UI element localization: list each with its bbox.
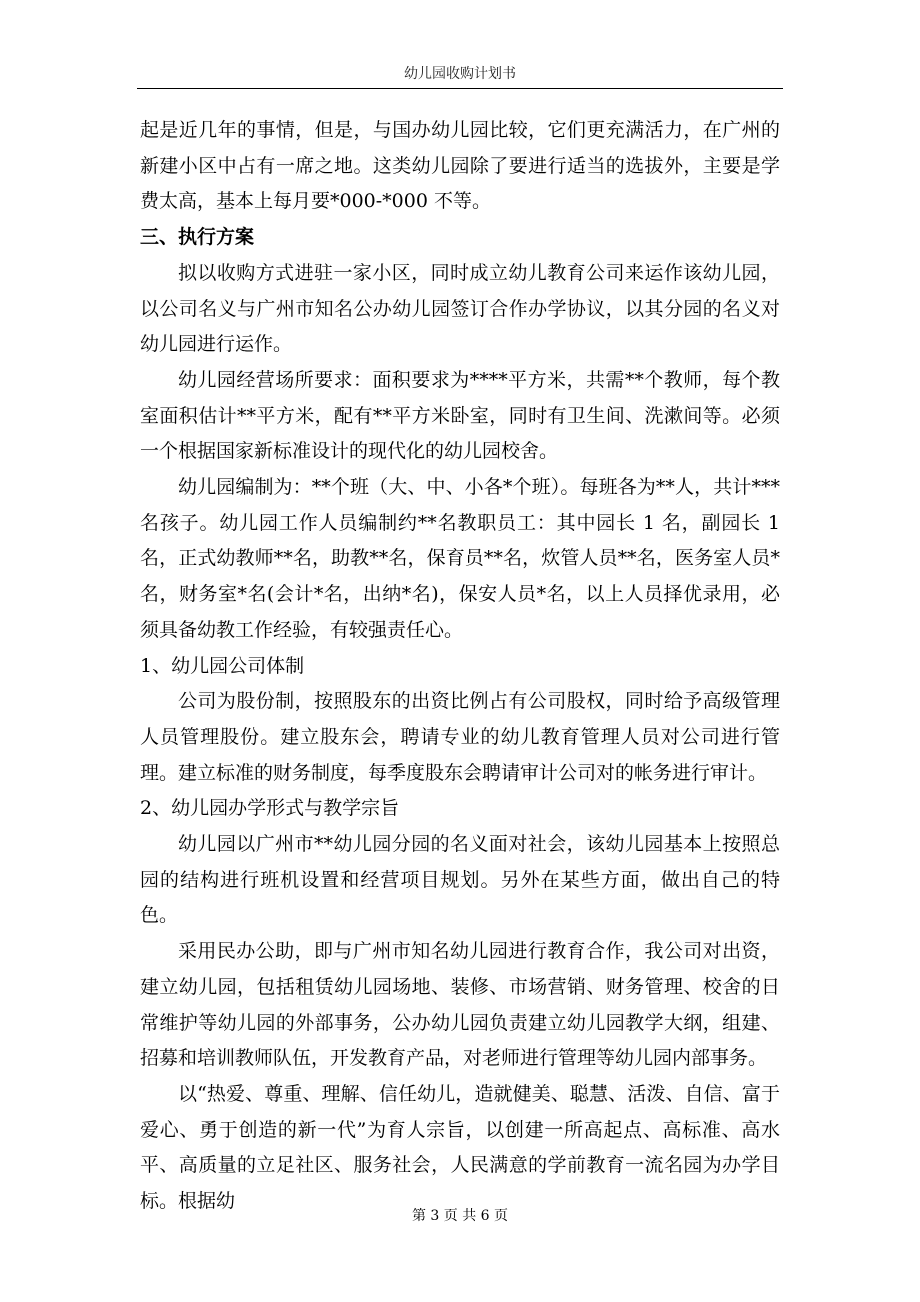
paragraph-educational-purpose: 以“热爱、尊重、理解、信任幼儿，造就健美、聪慧、活泼、自信、富于爱心、勇于创造的新一代”为育人宗旨，以创建一所高起点、高标准、高水平、高质量的立足社区、服务社会，人民满意的学前教育一流名园为办学目标。根据幼 <box>140 1082 780 1213</box>
paragraph-continued: 起是近几年的事情，但是，与国办幼儿园比较，它们更充满活力，在广州的新建小区中占有一席之地。这类幼儿园除了要进行适当的选拔外，主要是学费太高，基本上每月要*000-*000 不等。 <box>140 119 780 213</box>
paragraph-premises-requirements: 幼儿园经营场所要求：面积要求为****平方米，共需**个教师，每个教室面积估计**平方米，配有**平方米卧室，同时有卫生间、洗漱间等。必须一个根据国家新标准设计的现代化的幼儿园校舍。 <box>140 368 780 463</box>
paragraph-branch-name: 幼儿园以广州市**幼儿园分园的名义面对社会，该幼儿园基本上按照总园的结构进行班机设置和经营项目规划。另外在某些方面，做出自己的特色。 <box>140 833 780 927</box>
paragraph-staffing: 幼儿园编制为：**个班（大、中、小各*个班）。每班各为**人，共计***名孩子。幼儿园工作人员编制约**名教职员工：其中园长 1 名，副园长 1 名，正式幼教师**名，助教**名，保育员**名，炊管人员**名，医务室人员*名，财务室*名(会计*名，出纳*名)，保安人员*名，以上人员择优录用，必须具备幼教工作经验，有较强责任心。 <box>140 476 780 641</box>
header-rule <box>137 88 783 89</box>
paragraph-acquisition-method: 拟以收购方式进驻一家小区，同时成立幼儿教育公司来运作该幼儿园，以公司名义与广州市知名公办幼儿园签订合作办学协议，以其分园的名义对幼儿园进行运作。 <box>140 261 780 356</box>
paragraph-shareholding: 公司为股份制，按照股东的出资比例占有公司股权，同时给予高级管理人员管理股份。建立股东会，聘请专业的幼儿教育管理人员对公司进行管理。建立标准的财务制度，每季度股东会聘请审计公司对的帐务进行审计。 <box>140 690 780 784</box>
paragraph-cooperation-model: 采用民办公助，即与广州市知名幼儿园进行教育合作，我公司对出资，建立幼儿园，包括租赁幼儿园场地、装修、市场营销、财务管理、校舍的日常维护等幼儿园的外部事务，公办幼儿园负责建立幼儿园教学大纲，组建、招募和培训教师队伍，开发教育产品，对老师进行管理等幼儿园内部事务。 <box>140 940 780 1070</box>
subheading-school-form-and-purpose: 2、幼儿园办学形式与教学宗旨 <box>140 797 400 820</box>
body-text <box>140 113 780 1220</box>
page-number-footer: 第 3 页 共 6 页 <box>411 1208 509 1224</box>
section-heading-execution-plan: 三、执行方案 <box>140 226 255 249</box>
subheading-company-structure: 1、幼儿园公司体制 <box>140 654 305 677</box>
running-header: 幼儿园收购计划书 <box>404 66 516 82</box>
